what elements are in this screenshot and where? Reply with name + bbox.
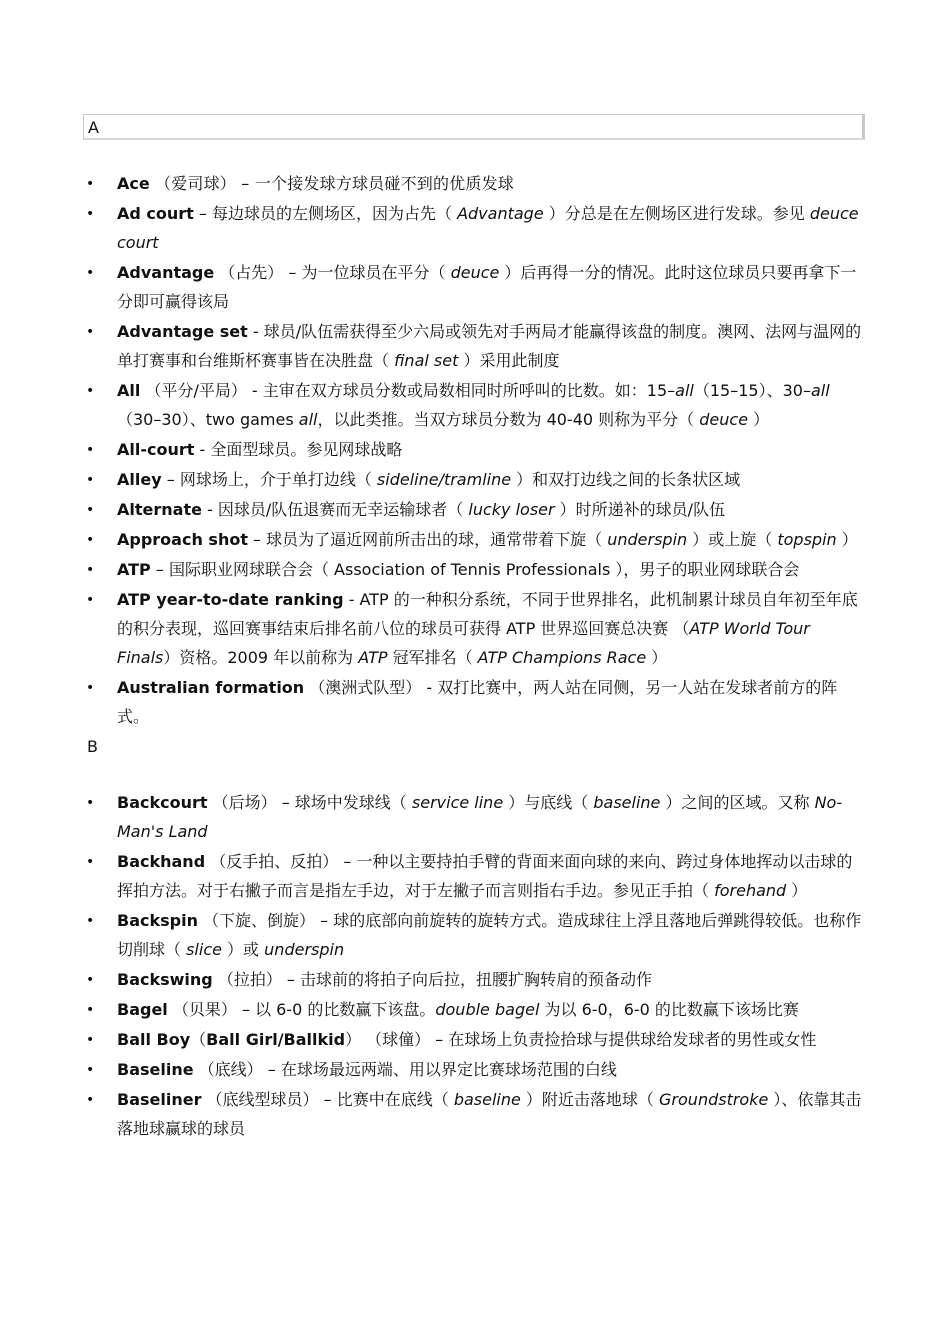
definition: ）或上旋（ [687,530,778,549]
section-letter-b: B [87,737,98,756]
definition: （后场） – 球场中发球线（ [207,793,412,812]
term: Alternate [117,500,202,519]
english-term: underspin [607,530,688,549]
definition: ）、依靠其击落地球赢球的球员 [117,1090,862,1138]
glossary-entry-ace [0,169,950,198]
definition: ）后再得一分的情况。此时这位球员只要再拿下一分即可赢得该局 [117,263,857,311]
definition: （30–30）、two games [117,410,299,429]
english-term: sideline/tramline [376,470,512,489]
bullet-icon: • [86,854,95,870]
english-term: topspin [777,530,837,549]
definition: 为以 6-0，6-0 的比数赢下该场比赛 [539,1000,799,1019]
term: Backcourt [117,793,208,812]
glossary-entry-alternate [0,495,950,524]
bullet-icon: • [86,1092,95,1108]
term: Backhand [117,852,206,871]
term: All-court [117,440,195,459]
definition: （贝果） – 以 6-0 的比数赢下该盘。 [167,1000,436,1019]
definition: ，以此类推。当双方球员分数为 40-40 则称为平分（ [317,410,700,429]
term: Alley [117,470,162,489]
term: Approach shot [117,530,248,549]
english-term: ATP [358,648,388,667]
bullet-icon: • [86,206,95,222]
glossary-entry-atp [0,555,950,584]
section-letter-a: A [88,118,99,137]
definition: （15–15）、30– [693,381,811,400]
english-term: No-Man's Land [117,793,843,841]
definition: – 网球场上，介于单打边线（ [161,470,377,489]
english-term: service line [411,793,504,812]
glossary-entry-advantage [0,258,950,316]
definition: ）资格。2009 年以前称为 [163,648,359,667]
term: Ace [117,174,150,193]
glossary-entry-all [0,376,950,434]
term: ATP year-to-date ranking [117,590,344,609]
definition: （底线） – 在球场最远两端、用以界定比赛球场范围的白线 [193,1060,617,1079]
english-term: double bagel [435,1000,540,1019]
bullet-icon: • [86,383,95,399]
term: Baseline [117,1060,194,1079]
glossary-entry-backhand [0,847,950,905]
definition: （平分/平局） - 主审在双方球员分数或局数相同时所呼叫的比数。如：15– [140,381,676,400]
definition: ）采用此制度 [458,351,560,370]
bullet-icon: • [86,502,95,518]
english-term: deuce [699,410,749,429]
glossary-entry-ad-court [0,199,950,257]
definition: （澳洲式队型） - 双打比赛中，两人站在同侧，另一人站在发球者前方的阵式。 [117,678,838,726]
glossary-entry-alley [0,465,950,494]
english-term: baseline [593,793,661,812]
english-term: lucky loser [468,500,555,519]
english-term: all [675,381,694,400]
english-term: final set [394,351,459,370]
definition: ）与底线（ [503,793,594,812]
definition: （反手拍、反拍） – 一种以主要持拍手臂的背面来面向球的来向、跨过身体地挥动以击球的挥拍方法。对于右撇子而言是指左手边，对于左撇子而言则指右手边。参见正手拍（ [117,852,853,900]
glossary-entry-backswing [0,965,950,994]
bullet-icon: • [86,176,95,192]
glossary-entry-bagel [0,995,950,1024]
definition: 冠军排名（ [387,648,478,667]
definition: （拉拍） – 击球前的将拍子向后拉，扭腰扩胸转肩的预备动作 [212,970,653,989]
term: Bagel [117,1000,168,1019]
definition: – 国际职业网球联合会（ Association of Tennis Professionals ），男子的职业网球联合会 [150,560,800,579]
definition: ）或 [221,940,265,959]
glossary-entry-backspin [0,906,950,964]
definition: ）分总是在左侧场区进行发球。参见 [543,204,810,223]
term: All [117,381,141,400]
english-term: Advantage [457,204,544,223]
glossary-entry-backcourt [0,788,950,846]
glossary-list-a [0,169,950,732]
bullet-icon: • [86,1032,95,1048]
bullet-icon: • [86,680,95,696]
glossary-entry-advantage-set [0,317,950,375]
english-term: baseline [453,1090,521,1109]
english-term: ATP Champions Race [477,648,647,667]
term: / [277,1030,284,1049]
bullet-icon: • [86,913,95,929]
glossary-entry-australian-formation [0,673,950,731]
english-term: deuce [450,263,500,282]
definition: – 球员为了逼近网前所击出的球，通常带着下旋（ [247,530,608,549]
english-term: forehand [714,881,787,900]
english-term: deuce court [117,204,859,252]
glossary-entry-baseline [0,1055,950,1084]
section-header-a [83,114,865,140]
definition: ）和双打边线之间的长条状区域 [511,470,741,489]
bullet-icon: • [86,532,95,548]
english-term: ATP World Tour Finals [117,619,810,667]
glossary-entry-atp-ytd-ranking [0,585,950,672]
definition: （占先） – 为一位球员在平分（ [214,263,451,282]
glossary-entry-all-court [0,435,950,464]
term: Backswing [117,970,213,989]
bullet-icon: • [86,592,95,608]
english-term: all [810,381,830,400]
term: Advantage [117,263,215,282]
english-term: all [298,410,318,429]
bullet-icon: • [86,324,95,340]
definition: ） （球僮） – 在球场上负责捡拾球与提供球给发球者的男性或女性 [345,1030,817,1049]
glossary-entry-baseliner [0,1085,950,1143]
glossary-list-b [0,788,950,1144]
definition: - ATP 的一种积分系统，不同于世界排名，此机制累计球员自年初至年底的积分表现，巡回赛事结束后排名前八位的球员可获得 ATP 世界巡回赛总决赛 （ [117,590,858,638]
glossary-entry-ball-boy [0,1025,950,1054]
bullet-icon: • [86,972,95,988]
term: ATP [117,560,151,579]
english-term: Groundstroke [659,1090,769,1109]
definition: - 球员/队伍需获得至少六局或领先对手两局才能赢得该盘的制度。澳网、法网与温网的单打赛事和台维斯杯赛事皆在决胜盘（ [117,322,862,370]
bullet-icon: • [86,442,95,458]
definition: ）附近击落地球（ [520,1090,660,1109]
definition: （ [190,1030,207,1049]
bullet-icon: • [86,1062,95,1078]
bullet-icon: • [86,472,95,488]
term: Ballkid [283,1030,346,1049]
definition: ） [786,881,808,900]
term: Baseliner [117,1090,202,1109]
bullet-icon: • [86,562,95,578]
definition: ）之间的区域。又称 [660,793,815,812]
bullet-icon: • [86,1002,95,1018]
bullet-icon: • [86,795,95,811]
term: Advantage set [117,322,248,341]
term: Ball Boy [117,1030,191,1049]
definition: （下旋、倒旋） – 球的底部向前旋转的旋转方式。造成球往上浮且落地后弹跳得较低。也称作切削球（ [117,911,862,959]
term: Ball Girl [206,1030,278,1049]
definition: ） [836,530,858,549]
glossary-entry-approach-shot [0,525,950,554]
definition: ） [748,410,770,429]
definition: ）时所递补的球员/队伍 [554,500,726,519]
definition: （爱司球） – 一个接发球方球员碰不到的优质发球 [149,174,514,193]
definition: - 因球员/队伍退赛而无幸运输球者（ [201,500,469,519]
definition: ） [646,648,668,667]
english-term: underspin [264,940,345,959]
term: Backspin [117,911,198,930]
definition: – 每边球员的左侧场区，因为占先（ [193,204,458,223]
term: Ad court [117,204,194,223]
bullet-icon: • [86,265,95,281]
term: Australian formation [117,678,305,697]
english-term: slice [186,940,222,959]
definition: （底线型球员） – 比赛中在底线（ [201,1090,454,1109]
definition: - 全面型球员。参见网球战略 [194,440,403,459]
